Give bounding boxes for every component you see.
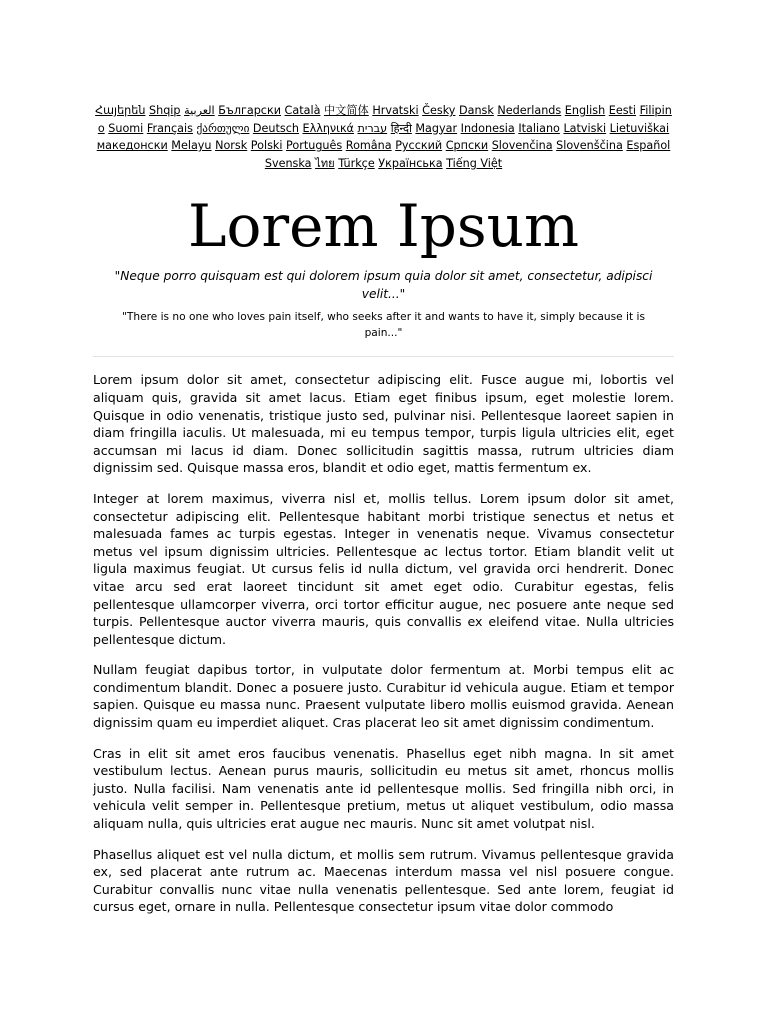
language-link[interactable]: Српски: [445, 139, 489, 153]
language-link[interactable]: Tiếng Việt: [446, 156, 503, 170]
language-link[interactable]: English: [564, 104, 606, 117]
language-link[interactable]: हिन्दी: [390, 121, 412, 135]
language-link[interactable]: Հայերեն: [95, 104, 146, 117]
language-link[interactable]: Magyar: [415, 121, 458, 135]
language-link[interactable]: македонски: [96, 139, 168, 153]
document-page: [93, 102, 674, 914]
language-link[interactable]: Slovenščina: [556, 139, 623, 153]
paragraph: Integer at lorem maximus, viverra nisl et, mollis tellus. Lorem ipsum dolor sit amet, consectetur adipiscing elit. Pellentesque habitant morbi tristique senectus et netus et malesuada fames ac turpis egestas. Integer in venenatis neque. Vivamus consectetur metus vel ipsum dignissim ultricies. Pellentesque ac lectus tortor. Etiam blandit velit ut ligula maximus feugiat. Ut cursus felis id nulla dictum, vel gravida orci hendrerit. Donec vitae arcu sed erat laoreet tincidunt sit amet eget odio. Curabitur egestas, felis pellentesque ullamcorper viverra, orci tortor efficitur augue, nec posuere ante neque sed turpis. Pellentesque auctor viverra mauris, quis convallis ex eleifend vitae. Nulla ultricies pellentesque dictum.: [93, 490, 674, 647]
language-link[interactable]: Español: [626, 139, 671, 153]
paragraph: Phasellus aliquet est vel nulla dictum, et mollis sem rutrum. Vivamus pellentesque gravida ex, sed placerat ante rutrum ac. Maecenas interdum massa vel nisl posuere congue. Curabitur convallis nunc vitae nulla venenatis pellentesque. Sed ante lorem, feugiat id cursus eget, ornare in nulla. Pellentesque consectetur ipsum vitae dolor commodo: [93, 846, 674, 914]
paragraph: Lorem ipsum dolor sit amet, consectetur adipiscing elit. Fusce augue mi, lobortis vel aliquam quis, gravida sit amet lacus. Etiam eget finibus ipsum, eget molestie lorem. Quisque in odio venenatis, tristique justo sed, pulvinar nisi. Pellentesque laoreet sapien in diam fringilla iaculis. Ut malesuada, mi eu tempus tempor, turpis ligula ultricies elit, eget accumsan mi lacus id diam. Donec sollicitudin sagittis massa, rutrum ultricies diam dignissim sed. Quisque massa eros, blandit et odio eget, mattis fermentum ex.: [93, 372, 674, 476]
language-link[interactable]: Türkçe: [338, 156, 375, 170]
paragraph: Cras in elit sit amet eros faucibus venenatis. Phasellus eget nibh magna. In sit amet vestibulum lectus. Aenean purus mauris, sollicitudin eu metus sit amet, rhoncus mollis justo. Nulla facilisi. Nam venenatis ante id pellentesque mollis. Sed fringilla nibh orci, in vehicula velit semper in. Pellentesque pretium, metus ut aliquet vestibulum, odio massa aliquam nulla, quis ultricies erat augue nec mauris. Nunc sit amet volutpat nisl.: [93, 745, 674, 832]
language-link[interactable]: Deutsch: [252, 121, 299, 135]
language-link[interactable]: ไทย: [315, 156, 335, 170]
language-link[interactable]: Nederlands: [497, 104, 562, 117]
language-link[interactable]: Suomi: [108, 121, 144, 135]
language-link[interactable]: Česky: [422, 104, 456, 117]
language-link[interactable]: Româna: [345, 139, 392, 153]
lorem-content: [93, 371, 674, 914]
language-link[interactable]: Polski: [250, 139, 283, 153]
language-link[interactable]: Dansk: [458, 104, 494, 117]
language-link[interactable]: ქართული: [196, 121, 250, 135]
language-link[interactable]: Melayu: [171, 139, 212, 153]
language-link[interactable]: Norsk: [215, 139, 248, 153]
language-bar: [93, 102, 674, 172]
language-link[interactable]: Slovenčina: [491, 139, 553, 153]
language-link[interactable]: Latviski: [563, 121, 607, 135]
latin-quote: "Neque porro quisquam est qui dolorem ipsum quia dolor sit amet, consectetur, adipisci velit...": [114, 269, 653, 302]
language-link[interactable]: Italiano: [518, 121, 560, 135]
language-link[interactable]: עברית: [357, 121, 388, 135]
language-link[interactable]: Indonesia: [460, 121, 515, 135]
language-link[interactable]: Français: [146, 121, 193, 135]
divider: [93, 356, 674, 357]
language-link[interactable]: Svenska: [264, 156, 312, 170]
language-link[interactable]: Ελληνικά: [302, 121, 354, 135]
language-link[interactable]: Українська: [378, 156, 443, 170]
language-link[interactable]: Hrvatski: [372, 104, 419, 117]
language-link[interactable]: Български: [218, 104, 281, 117]
language-link[interactable]: Lietuviškai: [609, 121, 670, 135]
language-link[interactable]: Filipino: [97, 104, 672, 135]
language-link[interactable]: Català: [284, 104, 321, 117]
paragraph: Nullam feugiat dapibus tortor, in vulputate dolor fermentum at. Morbi tempus elit ac condimentum blandit. Donec a posuere justo. Curabitur id vehicula augue. Etiam et tempor sapien. Quisque eu massa nunc. Praesent vulputate libero mollis euismod gravida. Aenean dignissim quam eu imperdiet aliquet. Cras placerat leo sit amet dignissim condimentum.: [93, 662, 674, 731]
page-title: Lorem Ipsum: [187, 192, 580, 261]
english-quote: "There is no one who loves pain itself, who seeks after it and wants to have it, simply because it is pain...": [122, 311, 645, 340]
language-link[interactable]: Shqip: [149, 104, 181, 117]
language-link[interactable]: 中文简体: [323, 104, 369, 117]
language-link[interactable]: Português: [286, 139, 343, 153]
language-link[interactable]: العربية: [184, 104, 215, 117]
language-link[interactable]: Pyccкий: [395, 139, 443, 153]
language-link[interactable]: Eesti: [608, 104, 637, 117]
